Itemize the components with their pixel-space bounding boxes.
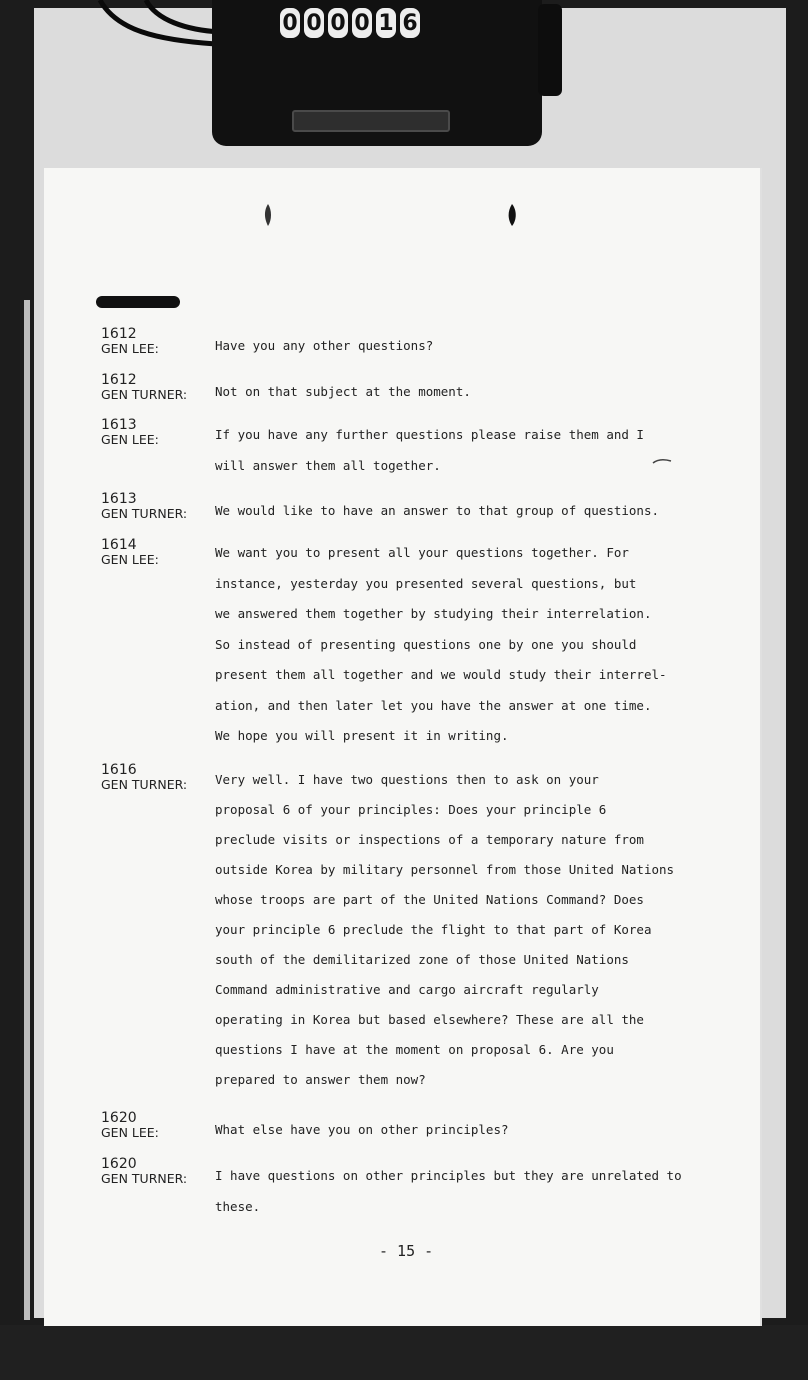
entry-time: 1612 (101, 372, 137, 388)
entry-speaker: GEN TURNER: (101, 387, 188, 402)
entry-line: these. (215, 1199, 261, 1214)
counter-digit: 6 (400, 8, 420, 38)
entry-speaker: GEN TURNER: (101, 777, 188, 792)
entry-line: instance, yesterday you presented several questions, but (215, 576, 637, 591)
entry-line: I have questions on other principles but they are unrelated to (215, 1168, 682, 1183)
entry-speaker: GEN LEE: (101, 1125, 159, 1140)
entry-time: 1620 (101, 1156, 137, 1172)
counter-digit: 1 (376, 8, 396, 38)
page-number: - 15 - (379, 1242, 434, 1260)
entry-line: whose troops are part of the United Nations Command? Does (215, 892, 644, 907)
entry-line: We want you to present all your questions together. For (215, 545, 629, 560)
counter-digit: 0 (328, 8, 348, 38)
entry-line: outside Korea by military personnel from those United Nations (215, 862, 675, 877)
entry-line: proposal 6 of your principles: Does your principle 6 (215, 802, 607, 817)
punch-hole-icon (262, 204, 274, 226)
entry-line: Have you any other questions? (215, 338, 434, 353)
entry-line: we answered them together by studying their interrelation. (215, 606, 652, 621)
stray-mark (652, 458, 672, 466)
entry-speaker: GEN LEE: (101, 552, 159, 567)
bottom-strip (0, 1325, 808, 1380)
entry-line: preclude visits or inspections of a temporary nature from (215, 832, 644, 847)
entry-line: will answer them all together. (215, 458, 441, 473)
entry-line: We would like to have an answer to that group of questions. (215, 503, 660, 518)
entry-line: Very well. I have two questions then to ask on your (215, 772, 599, 787)
entry-speaker: GEN LEE: (101, 341, 159, 356)
frame-counter (212, 0, 542, 146)
entry-line: Not on that subject at the moment. (215, 384, 471, 399)
entry-line: present them all together and we would study their interrel- (215, 667, 667, 682)
counter-knob (538, 4, 562, 96)
counter-cable (96, 0, 226, 60)
entry-time: 1620 (101, 1110, 137, 1126)
backdrop-edge (24, 300, 30, 1320)
entry-line: operating in Korea but based elsewhere? These are all the (215, 1012, 644, 1027)
entry-time: 1616 (101, 762, 137, 778)
entry-time: 1614 (101, 537, 137, 553)
counter-digit: 0 (304, 8, 324, 38)
entry-line: questions I have at the moment on proposal 6. Are you (215, 1042, 614, 1057)
entry-line: If you have any further questions please raise them and I (215, 427, 644, 442)
entry-speaker: GEN LEE: (101, 432, 159, 447)
entry-speaker: GEN TURNER: (101, 1171, 188, 1186)
entry-line: your principle 6 preclude the flight to that part of Korea (215, 922, 652, 937)
transcript-page (44, 168, 760, 1326)
entry-time: 1612 (101, 326, 137, 342)
entry-line: Command administrative and cargo aircraft regularly (215, 982, 599, 997)
counter-digits (280, 8, 420, 38)
entry-line: So instead of presenting questions one by one you should (215, 637, 637, 652)
redaction-bar (96, 296, 180, 308)
punch-hole-icon (506, 204, 518, 226)
entry-speaker: GEN TURNER: (101, 506, 188, 521)
entry-line: south of the demilitarized zone of those United Nations (215, 952, 629, 967)
entry-line: We hope you will present it in writing. (215, 728, 509, 743)
entry-line: prepared to answer them now? (215, 1072, 426, 1087)
counter-digit: 0 (280, 8, 300, 38)
entry-line: What else have you on other principles? (215, 1122, 509, 1137)
counter-digit: 0 (352, 8, 372, 38)
entry-time: 1613 (101, 417, 137, 433)
counter-plate (292, 110, 450, 132)
entry-time: 1613 (101, 491, 137, 507)
entry-line: ation, and then later let you have the answer at one time. (215, 698, 652, 713)
